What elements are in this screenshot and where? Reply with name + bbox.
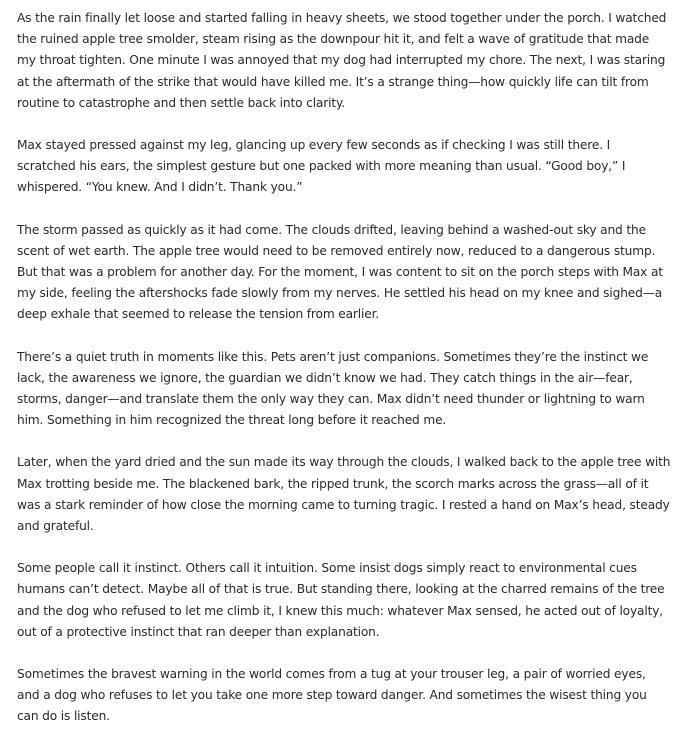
paragraph-1: As the rain finally let loose and started falling in heavy sheets, we stood together under the porch. I watched the ruined apple tree smolder, steam rising as the downpour hit it, and felt a wave of gratitude that made my throat tighten. One minute I was annoyed that my dog had interrupted my chore. The next, I was staring at the aftermath of the strike that would have killed me. It’s a strange thing—how quickly life can tilt from routine to catastrophe and then settle back into clarity. — [17, 11, 667, 110]
article-body — [17, 8, 671, 749]
paragraph-4: There’s a quiet truth in moments like this. Pets aren’t just companions. Sometimes they’re the instinct we lack, the awareness we ignore, the guardian we didn’t know we had. They catch things in the air—fear, storms, danger—and translate them the only way they can. Max didn’t need thunder or lightning to warn him. Something in him recognized the threat long before it reached me. — [17, 349, 649, 428]
paragraph-6: Some people call it instinct. Others call it intuition. Some insist dogs simply react to environmental cues humans can’t detect. Maybe all of that is true. But standing there, looking at the charred remains of the tree and the dog who refused to let me climb it, I knew this much: whatever Max sensed, he acted out of loyalty, out of a protective instinct that ran deeper than explanation. — [17, 561, 665, 639]
paragraph-5: Later, when the yard dried and the sun made its way through the clouds, I walked back to the apple tree with Max trotting beside me. The blackened bark, the ripped trunk, the scorch marks across the grass—all of it was a stark reminder of how close the morning came to turning tragic. I rested a hand on Max’s head, steady and grateful. — [17, 455, 671, 534]
paragraph-3: The storm passed as quickly as it had come. The clouds drifted, leaving behind a washed-out sky and the scent of wet earth. The apple tree would need to be removed entirely now, reduced to a dangerous stump. But that was a problem for another day. For the moment, I was content to sit on the porch steps with Max at my side, feeling the aftershocks fade slowly from my nerves. He settled his head on my knee and sighed—a deep exhale that seemed to release the tension from earlier. — [17, 222, 663, 322]
paragraph-2: Max stayed pressed against my leg, glancing up every few seconds as if checking I was still there. I scratched his ears, the simplest gesture but one packed with more meaning than usual. “Good boy,” I whispered. “You knew. And I didn’t. Thank you.” — [17, 138, 626, 195]
paragraph-7: Sometimes the bravest warning in the world comes from a tug at your trouser leg, a pair of worried eyes, and a dog who refuses to let you take one more step toward danger. And sometimes the wisest thing you can do is listen. — [17, 667, 647, 724]
